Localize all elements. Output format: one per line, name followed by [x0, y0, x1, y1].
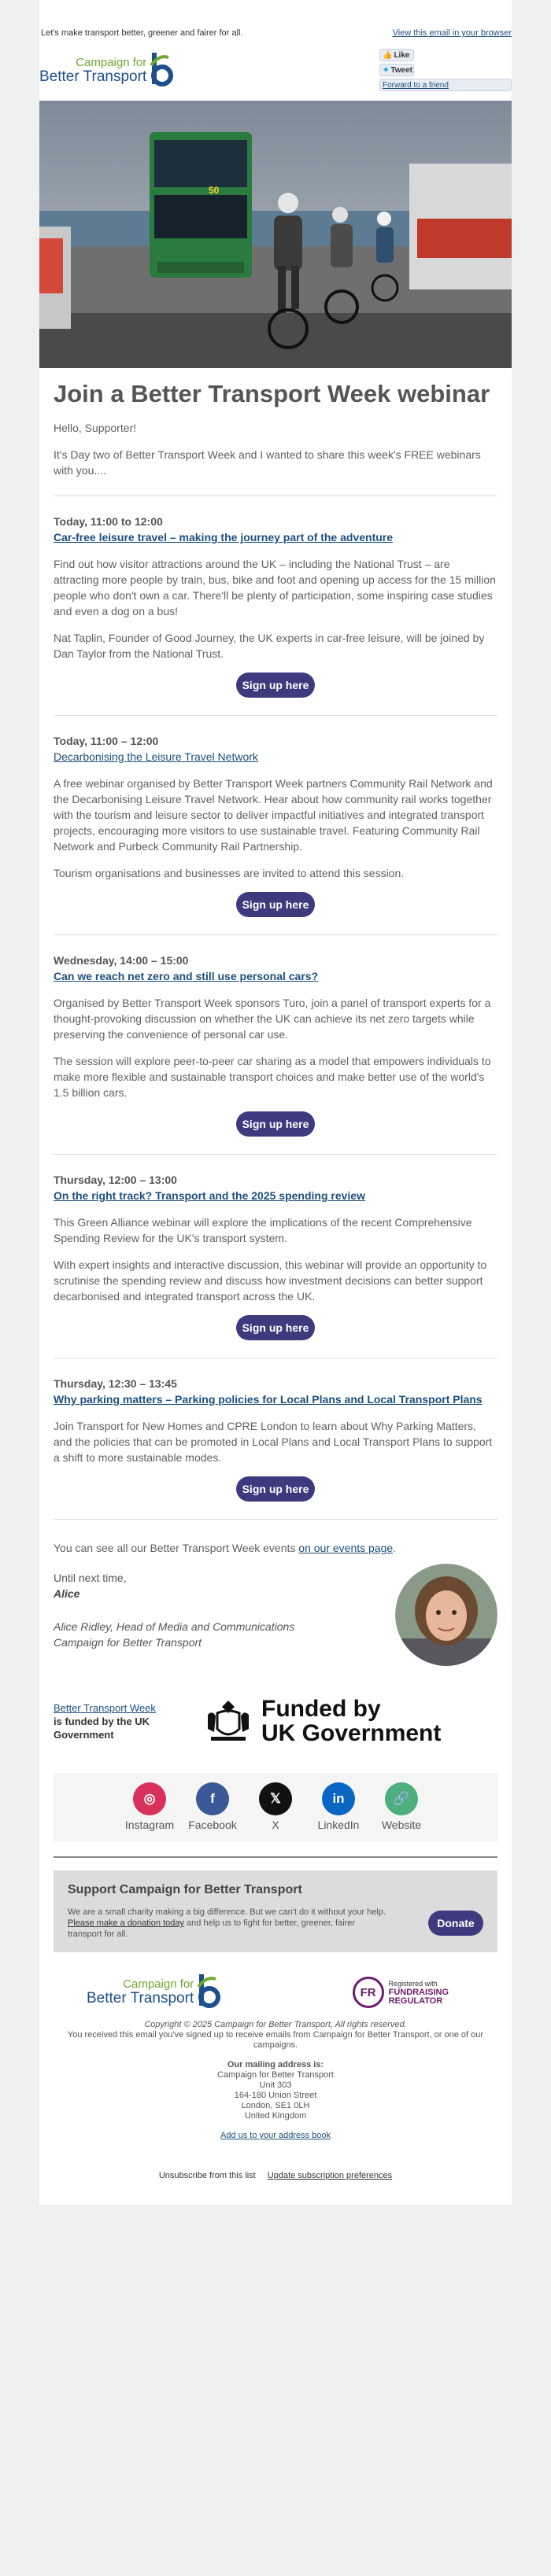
- unsubscribe-link[interactable]: Unsubscribe from this list: [158, 2171, 256, 2180]
- event-time: Today, 11:00 – 12:00: [54, 735, 159, 747]
- update-preferences-link[interactable]: Update subscription preferences: [267, 2171, 393, 2180]
- event-title-link[interactable]: Decarbonising the Leisure Travel Network: [54, 750, 258, 763]
- event-block: [54, 1174, 497, 1340]
- sign-up-button[interactable]: Sign up here: [236, 1476, 315, 1502]
- divider: [54, 934, 497, 935]
- footer: [39, 2015, 512, 2205]
- sign-up-button[interactable]: Sign up here: [236, 1111, 315, 1137]
- logo-line1: Campaign for: [123, 1977, 194, 1992]
- fr-badge-icon: FR: [353, 1977, 384, 2008]
- signoff-until: Until next time,: [54, 1572, 127, 1584]
- divider: [54, 1519, 497, 1520]
- email-container: [39, 0, 512, 2205]
- events-note: You can see all our Better Transport Week events on our events page.: [54, 1542, 397, 1554]
- funded-by-label: Funded by: [261, 1696, 381, 1722]
- like-button[interactable]: 👍 Like: [379, 49, 414, 61]
- thumbs-up-icon: 👍: [383, 50, 393, 60]
- divider: [54, 1856, 497, 1858]
- uk-gov-badge: [203, 1697, 441, 1745]
- logo-line2: Better Transport: [39, 68, 147, 85]
- logo-line2: Better Transport: [87, 1989, 194, 2007]
- forward-to-friend-link[interactable]: Forward to a friend: [379, 79, 512, 91]
- social-instagram[interactable]: [125, 1782, 174, 1831]
- support-box: [54, 1870, 497, 1952]
- share-buttons: [379, 47, 512, 91]
- fundraising-regulator-badge: [353, 1977, 449, 2008]
- divider: [54, 1154, 497, 1155]
- event-description: With expert insights and interactive discussion, this webinar will provide an opportunity to scrutinise the spending review and discuss how investment decisions can better support decarbonised and integrated transport across the UK.: [54, 1259, 487, 1303]
- facebook-icon: f: [196, 1782, 229, 1815]
- social-links: [54, 1773, 497, 1842]
- royal-crest-icon: [203, 1697, 253, 1745]
- event-time: Thursday, 12:30 – 13:45: [54, 1377, 177, 1390]
- event-block: [54, 1377, 497, 1502]
- mailing-address: [55, 2060, 496, 2121]
- intro-text: It's Day two of Better Transport Week and I wanted to share this week's FREE webinars with you....: [54, 448, 481, 477]
- fr-registered: Registered with: [388, 1979, 438, 1988]
- sign-up-button[interactable]: Sign up here: [236, 1315, 315, 1340]
- event-block: [54, 735, 497, 917]
- copyright: Copyright © 2025 Campaign for Better Transport, All rights reserved.: [144, 2020, 407, 2029]
- event-description: The session will explore peer-to-peer car sharing as a model that empowers individuals to make more flexible and sustainable transport choices and make better use of the world's 1.5 billion cars.: [54, 1055, 491, 1099]
- website-icon: 🔗: [385, 1782, 418, 1815]
- event-description: A free webinar organised by Better Transport Week partners Community Rail Network and the Decarbonising Leisure Travel Network. Hear about how community rail works together with the tourism and leisure sector to deliver impactful initiatives and integrated transport projects, encouraging more visitors to use sustainable travel. Featuring Community Rail Network and Purbeck Community Rail Partnership.: [54, 777, 493, 853]
- cbt-footer-logo[interactable]: [87, 1969, 224, 2016]
- event-title-link[interactable]: Why parking matters – Parking policies for Local Plans and Local Transport Plans: [54, 1393, 483, 1406]
- logo-line1: Campaign for: [76, 56, 147, 70]
- logo-b-mark-icon: [148, 50, 176, 92]
- event-description: Nat Taplin, Founder of Good Journey, the UK experts in car-free leisure, will be joined by Dan Taylor from the National Trust.: [54, 632, 485, 660]
- bird-icon: ✦: [383, 65, 390, 75]
- event-block: [54, 954, 497, 1137]
- social-label: Website: [381, 1819, 422, 1831]
- footer-reason: You received this email you've signed up to receive emails from Campaign for Better Transport, or one of our campaigns.: [67, 2030, 484, 2050]
- address-line: 164-180 Union Street: [234, 2091, 317, 2100]
- fr-name2: REGULATOR: [388, 1996, 443, 2006]
- cbt-logo[interactable]: [39, 47, 176, 94]
- social-x[interactable]: [251, 1782, 300, 1831]
- event-title-link[interactable]: Car-free leisure travel – making the journey part of the adventure: [54, 531, 394, 544]
- event-time: Thursday, 12:00 – 13:00: [54, 1174, 177, 1186]
- social-linkedin[interactable]: [314, 1782, 363, 1831]
- social-facebook[interactable]: [188, 1782, 237, 1831]
- preheader: [39, 0, 512, 47]
- signoff-org: Campaign for Better Transport: [54, 1636, 202, 1649]
- sign-up-button[interactable]: Sign up here: [236, 673, 315, 698]
- address-line: United Kingdom: [244, 2111, 307, 2121]
- event-title-link[interactable]: Can we reach net zero and still use personal cars?: [54, 970, 319, 982]
- donation-link[interactable]: Please make a donation today: [68, 1918, 184, 1928]
- social-website[interactable]: [377, 1782, 426, 1831]
- event-time: Wednesday, 14:00 – 15:00: [54, 954, 189, 967]
- address-line: Campaign for Better Transport: [217, 2070, 334, 2080]
- event-description: This Green Alliance webinar will explore the implications of the recent Comprehensive Spending Review for the UK's transport system.: [54, 1216, 472, 1244]
- social-label: LinkedIn: [317, 1819, 360, 1831]
- support-title: Support Campaign for Better Transport: [68, 1883, 302, 1896]
- address-line: London, SE1 0LH: [241, 2101, 310, 2110]
- signoff-role: Alice Ridley, Head of Media and Communications: [54, 1620, 295, 1633]
- events-page-link[interactable]: on our events page: [298, 1542, 394, 1554]
- btw-link[interactable]: Better Transport Week: [54, 1701, 156, 1714]
- footer-logos: [39, 1952, 512, 2015]
- main-content: [39, 379, 512, 1760]
- event-description: Join Transport for New Homes and CPRE London to learn about Why Parking Matters, and the policies that can be promoted in Local Plans and Local Transport Plans to support a shift to more sustainable modes.: [54, 1420, 493, 1464]
- event-description: Tourism organisations and businesses are invited to attend this session.: [54, 867, 405, 879]
- support-text: We are a small charity making a big difference. But we can't do it without your help. Please make a donation today and help us to fight for better, greener, fairer transport for all.: [68, 1907, 386, 1939]
- tagline: Let's make transport better, greener and fairer for all.: [41, 28, 243, 38]
- address-line: Unit 303: [259, 2080, 292, 2090]
- social-label: X: [272, 1819, 279, 1831]
- add-to-address-book-link[interactable]: Add us to your address book: [220, 2131, 331, 2140]
- event-block: [54, 515, 497, 698]
- funding-text: is funded by the UK Government: [54, 1715, 150, 1741]
- event-title-link[interactable]: On the right track? Transport and the 2025 spending review: [54, 1189, 365, 1202]
- social-label: Instagram: [124, 1819, 175, 1831]
- linkedin-icon: in: [322, 1782, 355, 1815]
- author-portrait: [395, 1564, 497, 1666]
- event-description: Organised by Better Transport Week sponsors Turo, join a panel of transport experts for a thought-provoking discussion on whether the UK can achieve its net zero targets while preserving the convenience of personal car use.: [54, 997, 491, 1041]
- event-time: Today, 11:00 to 12:00: [54, 515, 163, 528]
- logo-b-mark-icon: [195, 1971, 224, 2014]
- signoff-name: Alice: [54, 1587, 80, 1600]
- page-title: Join a Better Transport Week webinar: [54, 380, 490, 407]
- signoff: [54, 1570, 497, 1666]
- social-label: Facebook: [188, 1819, 237, 1831]
- divider: [54, 715, 497, 716]
- uk-government-label: UK Government: [261, 1720, 442, 1746]
- event-description: Find out how visitor attractions around the UK – including the National Trust – are attracting more people by train, bus, bike and foot and opening up access for the 15 million people who don't own a car. There'll be plenty of participation, some inspiring case studies and even a dog on a bus!: [54, 558, 496, 617]
- bus-number: 50: [209, 185, 220, 196]
- funding-notice: [54, 1682, 497, 1760]
- mailing-label: Our mailing address is:: [227, 2060, 324, 2069]
- hero-photo-cyclists-ferry: [39, 101, 512, 368]
- fr-name1: FUNDRAISING: [388, 1987, 449, 1997]
- header-row: [39, 47, 512, 101]
- sign-up-button[interactable]: Sign up here: [236, 892, 315, 917]
- x-icon: 𝕏: [259, 1782, 292, 1815]
- tweet-button[interactable]: ✦ Tweet: [379, 64, 414, 76]
- greeting: Hello, Supporter!: [54, 422, 137, 434]
- donate-button[interactable]: Donate: [428, 1911, 483, 1936]
- view-in-browser-link[interactable]: View this email in your browser: [392, 28, 512, 38]
- instagram-icon: ◎: [133, 1782, 166, 1815]
